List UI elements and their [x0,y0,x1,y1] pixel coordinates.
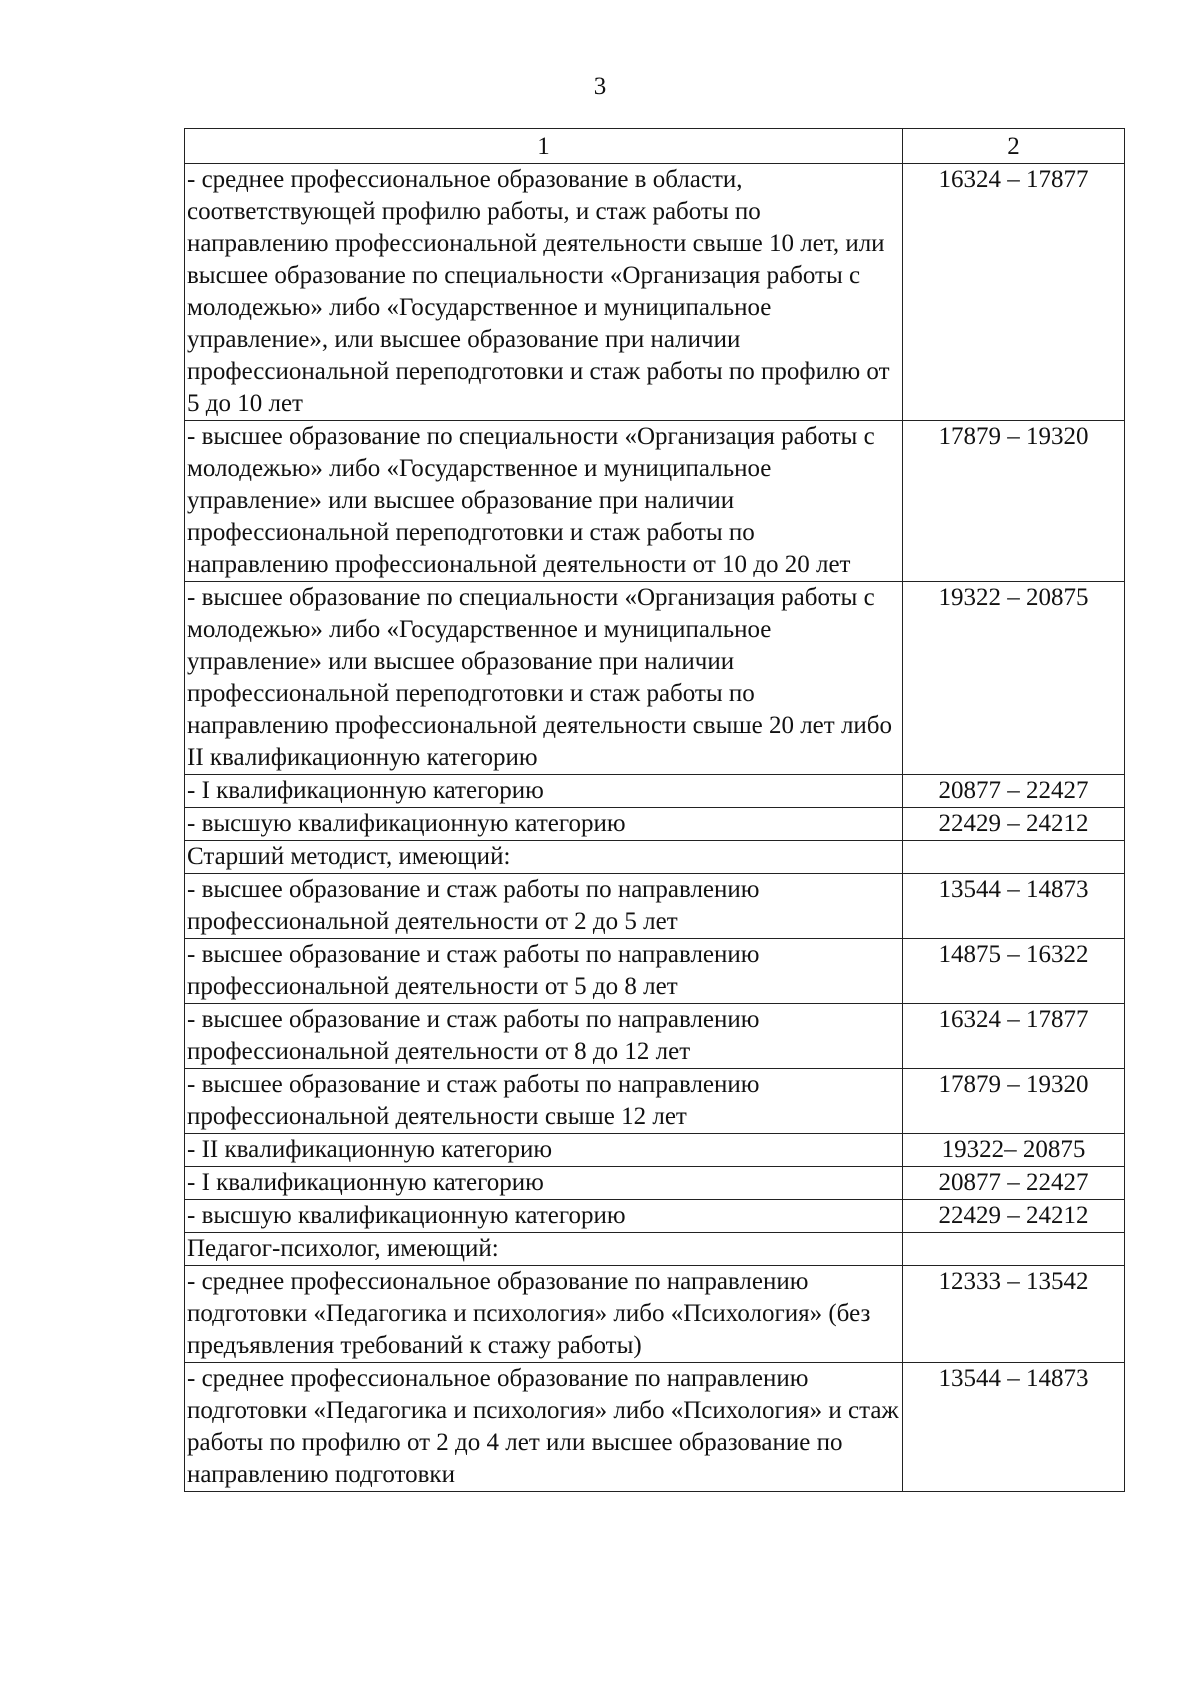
table-section-row [185,841,1125,874]
row-salary-range: 16324 – 17877 [903,1004,1125,1069]
table-row [185,808,1125,841]
row-salary-range [903,1233,1125,1266]
row-salary-range: 19322– 20875 [903,1134,1125,1167]
column-header-2: 2 [903,129,1125,164]
table-row [185,1069,1125,1134]
row-salary-range: 14875 – 16322 [903,939,1125,1004]
row-salary-range [903,841,1125,874]
table-row [185,421,1125,582]
row-salary-range: 22429 – 24212 [903,808,1125,841]
row-description: - высшее образование по специальности «Организация работы с молодежью» либо «Государственное и муниципальное управление» или высшее образование при наличии профессиональной переподготовки и стаж работы по направлению профессиональной деятельности свыше 20 лет либо II квалификационную категорию [185,582,903,775]
table-row [185,164,1125,421]
table-row [185,775,1125,808]
row-salary-range: 16324 – 17877 [903,164,1125,421]
salary-table [184,128,1125,1492]
row-description: - высшее образование и стаж работы по направлению профессиональной деятельности от 5 до 8 лет [185,939,903,1004]
table-row [185,1363,1125,1492]
row-description: - высшую квалификационную категорию [185,808,903,841]
row-salary-range: 19322 – 20875 [903,582,1125,775]
table-row [185,1167,1125,1200]
table-row [185,1134,1125,1167]
row-description: - высшее образование и стаж работы по направлению профессиональной деятельности от 2 до 5 лет [185,874,903,939]
row-description: - II квалификационную категорию [185,1134,903,1167]
table-row [185,1004,1125,1069]
row-description: - высшее образование и стаж работы по направлению профессиональной деятельности свыше 12 лет [185,1069,903,1134]
row-description: - I квалификационную категорию [185,1167,903,1200]
row-salary-range: 13544 – 14873 [903,1363,1125,1492]
table-row [185,874,1125,939]
row-description: - высшее образование по специальности «Организация работы с молодежью» либо «Государственное и муниципальное управление» или высшее образование при наличии профессиональной переподготовки и стаж работы по направлению профессиональной деятельности от 10 до 20 лет [185,421,903,582]
row-salary-range: 17879 – 19320 [903,1069,1125,1134]
row-description: - среднее профессиональное образование по направлению подготовки «Педагогика и психология» либо «Психология» (без предъявления требований к стажу работы) [185,1266,903,1363]
row-description: - высшее образование и стаж работы по направлению профессиональной деятельности от 8 до 12 лет [185,1004,903,1069]
row-description: - среднее профессиональное образование по направлению подготовки «Педагогика и психология» либо «Психология» и стаж работы по профилю от 2 до 4 лет или высшее образование по направлению подготовки [185,1363,903,1492]
row-salary-range: 17879 – 19320 [903,421,1125,582]
section-heading-psychologist: Педагог-психолог, имеющий: [185,1233,903,1266]
row-salary-range: 22429 – 24212 [903,1200,1125,1233]
table-header-row [185,129,1125,164]
page-number: 3 [593,73,607,100]
row-salary-range: 13544 – 14873 [903,874,1125,939]
column-header-1: 1 [185,129,903,164]
table-row [185,582,1125,775]
table-row [185,1200,1125,1233]
row-description: - I квалификационную категорию [185,775,903,808]
row-description: - высшую квалификационную категорию [185,1200,903,1233]
table-row [185,939,1125,1004]
section-heading-senior-methodist: Старший методист, имеющий: [185,841,903,874]
row-salary-range: 20877 – 22427 [903,775,1125,808]
row-description: - среднее профессиональное образование в области, соответствующей профилю работы, и стаж работы по направлению профессиональной деятельности свыше 10 лет, или высшее образование по специальности «Организация работы с молодежью» либо «Государственное и муниципальное управление», или высшее образование при наличии профессиональной переподготовки и стаж работы по профилю от 5 до 10 лет [185,164,903,421]
row-salary-range: 12333 – 13542 [903,1266,1125,1363]
table-section-row [185,1233,1125,1266]
table-row [185,1266,1125,1363]
row-salary-range: 20877 – 22427 [903,1167,1125,1200]
